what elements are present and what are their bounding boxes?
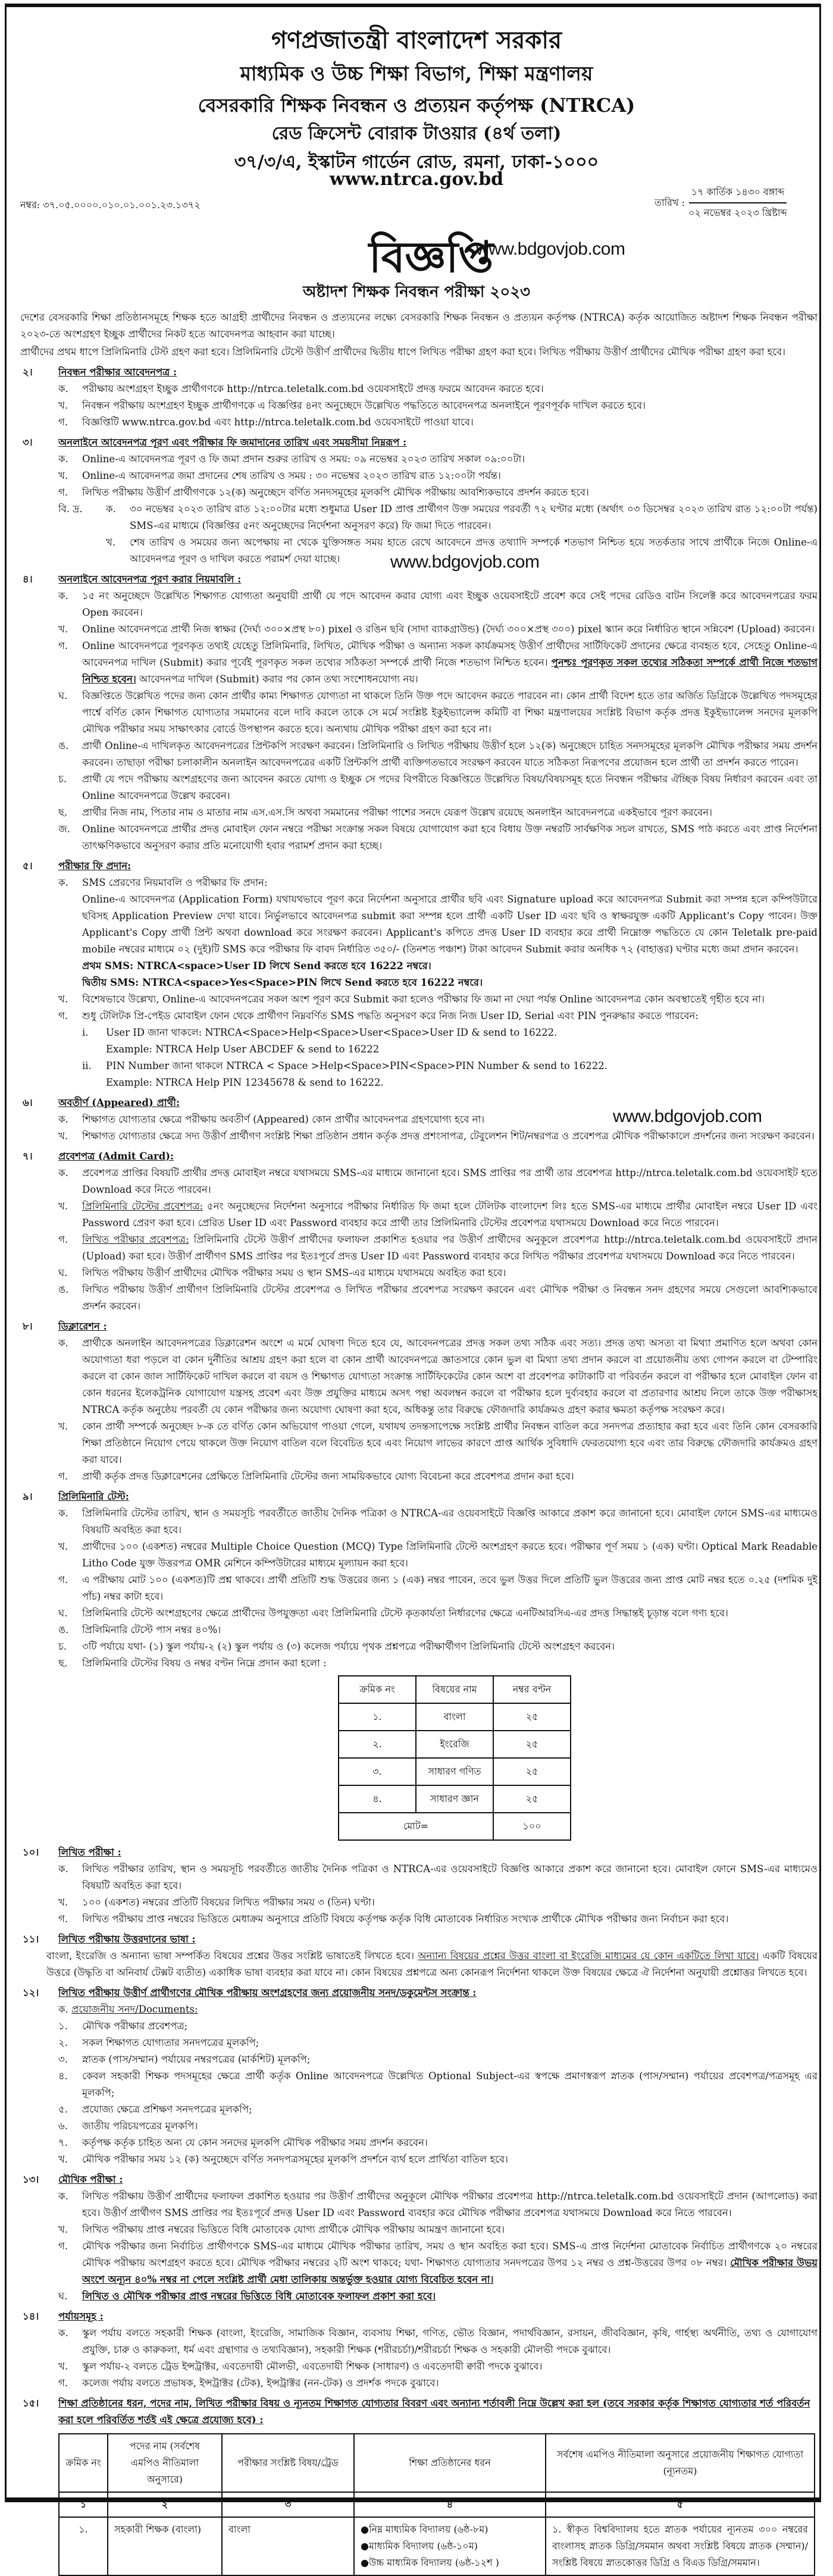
table-total-row: মোট= ১০০: [339, 1813, 571, 1840]
table-row: ১. বাংলা ২৫: [339, 1703, 571, 1731]
list-item: ছ. প্রার্থীর নিজ নাম, পিতার নাম ও মাতার নাম এস.এস.সি অথবা সমমানের পরীক্ষা পাশের সনদে যেরূপ উল্লেখ রয়েছে অনলাইন আবেদনপত্রে একইভাবে পূরণ করবেন।: [58, 807, 713, 818]
list-item: ক. পরীক্ষায় অংশগ্রহণ ইচ্ছুক প্রার্থীগণকে http://ntrca.teletalk.com.bd ওয়েবসাইটে প্রদত্ত ফরমে আবেদন করতে হবে।: [58, 383, 544, 394]
list-item: ঙ. প্রিলিমিনারি টেস্টে পাস নম্বর ৪০%।: [58, 1624, 221, 1635]
list-item: ক. লিখিত পরীক্ষার তারিখ, স্থান ও সময়সূচি পরবর্তীতে জাতীয় দৈনিক পত্রিকা ও NTRCA-এর ওয়েবসাইটে বিজ্ঞপ্তি আকারে প্রকাশ করে জানানো হবে। মোবাইল ফোনে SMS-এর মাধ্যমেও বিষয়টি অবহিত করা হবে।: [58, 1863, 818, 1891]
section-application: ২। নিবন্ধন পরীক্ষার আবেদনপত্র : ক. পরীক্ষায় অংশগ্রহণ ইচ্ছুক প্রার্থীগণকে http://ntrca.teletalk.com.bd ওয়েবসাইটে প্রদত্ত ফরমে আবেদন করতে হবে। খ. নিবন্ধন পরীক্ষায় অংশগ্রহণ ইচ্ছুক প্রার্থীগণকে এ বিজ্ঞপ্তির ৪নং অনুচ্ছেদে উল্লেখিত পদ্ধতিতে আবেদনপত্র অনলাইনে পূরণপূর্বক দাখিল করতে হবে। গ. বিজ্ঞপ্তিটি www.ntrca.gov.bd এবং http://ntrca.teletalk.com.bd ওয়েবসাইটে পাওয়া যাবে।: [20, 364, 818, 431]
section-title: মৌখিক পরীক্ষা :: [58, 2174, 123, 2185]
section-title: শিক্ষা প্রতিষ্ঠানের ধরন, পদের নাম, লিখিত পরীক্ষার বিষয় ও ন্যূনতম শিক্ষাগত যোগ্যতার বিবরণ এবং অন্যান্য শর্তাবলী নিম্নে উল্লেখ করা হল (তবে সরকার কর্তৃক শিক্ষাগত যোগ্যতার শর্ত পরিবর্তন করা হলে পরিবর্তিত শর্তই এই ক্ষেত্রে প্রযোজ্য হবে) :: [58, 2398, 810, 2425]
recovery-item: ii. PIN Number জানা থাকলে NTRCA < Space >Help<Space>PIN<Space>PIN Number & send to 16222. Example: NTRCA Help PIN 12345678 & send to 16222.: [82, 1060, 607, 1088]
list-item: ছ. প্রিলিমিনারি টেস্টের বিষয় ও নম্বর বণ্টন নিম্নে প্রদান করা হলো :: [58, 1657, 327, 1669]
section-title: পরীক্ষার ফি প্রদান:: [58, 860, 131, 872]
date-english: ০২ নভেম্বর ২০২৩ খ্রিষ্টাব্দ: [688, 207, 787, 218]
list-item: খ. শিক্ষাগত যোগ্যতার ক্ষেত্রে সদ্য উত্তীর্ণ প্রার্থীগণ সংশ্লিষ্ট শিক্ষা প্রতিষ্ঠান প্রধান কর্তৃক প্রদত্ত প্রশংসাপত্র, টেবুলেশন শিট/নম্বরপত্র ও প্রবেশপত্র মৌখিক পরীক্ষাকালে প্রদর্শনের জন্য সংরক্ষণ করবেন।: [58, 1130, 815, 1142]
list-item: খ. প্রার্থীদের ১০০ (একশত) নম্বরের Multiple Choice Question (MCQ) Type প্রিলিমিনারি টেস্টে অংশগ্রহণ করতে হবে। পরীক্ষার পূর্ণ সময় ১ (এক) ঘণ্টা। Optical Mark Readable Litho Code যুক্ত উত্তরপত্র OMR মেশিনে কম্পিউটারের মাধ্যমে মূল্যায়ন করা হবে।: [58, 1541, 818, 1569]
table-header-row: ক্রমিক নং পদের নাম (সর্বশেষ এমপিও নীতিমালা অনুসারে) পরীক্ষার সংশ্লিষ্ট বিষয়/ট্রেড শিক্ষা প্রতিষ্ঠানের ধরন সর্বশেষ এমপিও নীতিমালা অনুসারে প্রয়োজনীয় শিক্ষাগত যোগ্যতা (ন্যূনতম): [59, 2434, 815, 2492]
section-title: নিবন্ধন পরীক্ষার আবেদনপত্র :: [58, 366, 177, 378]
section-title: প্রবেশপত্র (Admit Card):: [58, 1151, 174, 1162]
list-item: খ. ১০০ (একশত) নম্বরের প্রতিটি বিষয়ের লিখিত পরীক্ষার সময় ৩ (তিন) ঘণ্টা।: [58, 1897, 375, 1908]
section-admit-card: ৭। প্রবেশপত্র (Admit Card): ক. প্রবেশপত্র প্রাপ্তির বিষয়টি প্রার্থীর প্রদত্ত মোবাইল নম্বরে যথাসময়ে SMS-এর মাধ্যমে জানানো হবে। SMS প্রাপ্তির পর প্রার্থী তার প্রবেশপত্র http://ntrca.teletalk.com.bd ওয়েবসাইট হতে Download করে নিতে পারবেন। খ. প্রিলিমিনারি টেস্টের প্রবেশপত্র: ৫নং অনুচ্ছেদের নির্দেশনা অনুসারে পরীক্ষার নির্ধারিত ফি জমা হলে টেলিটক বাংলাদেশ লিঃ হতে SMS-এর মাধ্যমে প্রার্থীর মোবাইল নম্বরে User ID এবং Password প্রেরণ করা হবে। প্রেরিত User ID এবং Password ব্যবহার করে প্রার্থী তার প্রিলিমিনারি টেস্টের প্রবেশপত্র যথাসময়ে Download করে নিতে পারবেন। গ. লিখিত পরীক্ষার প্রবেশপত্র: প্রিলিমিনারি টেস্টে উত্তীর্ণ প্রার্থীদের ফলাফল প্রকাশিত হওয়ার পর উত্তীর্ণ প্রার্থীদের অনুকূলে প্রবেশপত্র http://ntrca.teletalk.com.bd ওয়েবসাইটে প্রদান (Upload) করা হবে। উত্তীর্ণ প্রার্থীগণ SMS প্রাপ্তির পর ইতঃপূর্বে প্রদত্ত User ID এবং Password ব্যবহার করে লিখিত পরীক্ষার প্রবেশপত্র যথাসময়ে Download করে নিতে পারবেন। ঘ. লিখিত পরীক্ষায় উত্তীর্ণ প্রার্থীদের মৌখিক পরীক্ষার সময় ও স্থান SMS-এর মাধ্যমে যথাসময়ে অবহিত করা হবে। ঙ. লিখিত পরীক্ষায় উত্তীর্ণ প্রার্থীগণ প্রিলিমিনারি টেস্টের প্রবেশপত্র ও লিখিত পরীক্ষার প্রবেশপত্র সংরক্ষণ করবেন এবং মৌখিক পরীক্ষা ও নিবন্ধন সনদ গ্রহণের সময়ে সেগুলো আবশ্যিকভাবে প্রদর্শন করবেন।: [20, 1148, 818, 1315]
intro-paragraph: প্রার্থীদের প্রথম ধাপে প্রিলিমিনারি টেস্ট গ্রহণ করা হবে। প্রিলিমিনারি টেস্টে উত্তীর্ণ প্রার্থীদের দ্বিতীয় ধাপে লিখিত পরীক্ষা গ্রহণ করা হবে। লিখিত পরীক্ষায় উত্তীর্ণ প্রার্থীদের মৌখিক পরীক্ষা গ্রহণ করা হবে।: [20, 346, 785, 358]
list-item: জ. Online আবেদনপত্রে প্রার্থীর প্রদত্ত মোবাইল ফোন নম্বরে পরীক্ষা সংক্রান্ত সকল বিষয়ে যোগাযোগ করা হবে বিধায় উক্ত নম্বরটি সার্বক্ষণিক সচল রাখতে, SMS পাঠ করতে এবং প্রাপ্ত নির্দেশনা তাৎক্ষণিকভাবে অনুসরণ করার প্রতি মনোযোগী হবার পরামর্শ প্রদান করা হচ্ছে।: [58, 823, 818, 851]
table-row: ৩. সাধারণ গণিত ২৫: [339, 1758, 571, 1785]
watermark-text: www.bdgovjob.com: [390, 552, 540, 572]
section-title: লিখিত পরীক্ষায় উত্তীর্ণ প্রার্থীগণের মৌখিক পরীক্ষায় অংশগ্রহণের জন্য প্রয়োজনীয় সনদ/ডকুমেন্টস সংক্রান্ত :: [58, 1987, 477, 1998]
list-item: গ. এ পরীক্ষায় মোট ১০০ (একশত)টি প্রশ্ন থাকবে। প্রার্থী প্রতিটি শুদ্ধ উত্তরের জন্য ১ (এক) নম্বর পাবেন, তবে ভুল উত্তর দিলে প্রতিটি ভুল উত্তরের জন্য প্রাপ্ত মোট নম্বর হতে ০.২৫ (দশমিক দুই পাঁচ) নম্বর কাটা হবে।: [58, 1574, 818, 1602]
date-bangla: ১৭ কার্তিক ১৪৩০ বঙ্গাব্দ: [689, 184, 787, 203]
section-documents: ১২। লিখিত পরীক্ষায় উত্তীর্ণ প্রার্থীগণের মৌখিক পরীক্ষায় অংশগ্রহণের জন্য প্রয়োজনীয় সনদ/ডকুমেন্টস সংক্রান্ত : ক. প্রয়োজনীয় সনদ/Documents: ১. মৌখিক পরীক্ষার প্রবেশপত্র; ২. সকল শিক্ষাগত যোগ্যতার সনদপত্রের মূলকপি; ৩. স্নাতক (পাস/সম্মান) পর্যায়ের নম্বরপত্রের (মার্কশিট) মূলকপি; ৪. কেবল সহকারী শিক্ষক পদসমূহের ক্ষেত্রে প্রার্থী কর্তৃক Online আবেদনপত্রে উল্লেখিত Optional Subject-এর স্বপক্ষে প্রমাণস্বরূপ স্নাতক (পাস/সম্মান) পর্যায়ের প্রবেশপত্র/পত্রসমূহ এর মূলকপি; ৫. প্রযোজ্য ক্ষেত্রে প্রশিক্ষণ সনদপত্রের মূলকপি; ৬. জাতীয় পরিচয়পত্রের মূলকপি। ৭. কর্তৃপক্ষ কর্তৃক চাহিত অন্য যে কোন সনদের মূলকপি মৌখিক পরীক্ষার সময় প্রদর্শন করবেন। খ. মৌখিক পরীক্ষার সময় ১২ (ক) অনুচ্ছেদে বর্ণিত সনদপত্রসমূহের মূলকপি প্রদর্শনে ব্যর্থ হলে প্রার্থিতা বাতিল হবে।: [20, 1985, 818, 2168]
document-item: ৭. কর্তৃপক্ষ কর্তৃক চাহিত অন্য যে কোন সনদের মূলকপি মৌখিক পরীক্ষার সময় প্রদর্শন করবেন।: [58, 2137, 428, 2148]
list-item: খ. প্রিলিমিনারি টেস্টের প্রবেশপত্র: ৫নং অনুচ্ছেদের নির্দেশনা অনুসারে পরীক্ষার নির্ধারিত ফি জমা হলে টেলিটক বাংলাদেশ লিঃ হতে SMS-এর মাধ্যমে প্রার্থীর মোবাইল নম্বরে User ID এবং Password প্রেরণ করা হবে। প্রেরিত User ID এবং Password ব্যবহার করে প্রার্থী তার প্রিলিমিনারি টেস্টের প্রবেশপত্র যথাসময়ে Download করে নিতে পারবেন।: [58, 1201, 818, 1229]
note-item: খ. শেষ তারিখ ও সময়ের জন্য অপেক্ষায় না থেকে যুক্তিসঙ্গত সময় হাতে রেখে আবেদনে প্রদত্ত তথ্যাদি সম্পর্কে শতভাগ নিশ্চিত হয়ে সতর্কতার সাথে প্রার্থীকে নিজে Online-এ আবেদনপত্র পূরণ ও দাখিল করতে পরামর্শ দেয়া যাচ্ছে।: [106, 537, 818, 565]
document-item: ৩. স্নাতক (পাস/সম্মান) পর্যায়ের নম্বরপত্রের (মার্কশিট) মূলকপি;: [58, 2054, 311, 2065]
list-item: ক. ১৫ নং অনুচ্ছেদে উল্লেখিত শিক্ষাগত যোগ্যতা অনুযায়ী প্রার্থী যে পদে আবেদন করার যোগ্য এবং ইচ্ছুক ওয়েবসাইটে প্রবেশ করে সেই পদের রেডিও বাটন সিলেক্ট করে আবেদনপত্রের ফরম Open করবেন।: [58, 590, 818, 618]
list-item: ঘ. লিখিত ও মৌখিক পরীক্ষার প্রাপ্ত নম্বরের ভিত্তিতে বিধি মোতাবেক ফলাফল প্রকাশ করা হবে।: [58, 2290, 436, 2302]
section-qualifications: ১৫। শিক্ষা প্রতিষ্ঠানের ধরন, পদের নাম, লিখিত পরীক্ষার বিষয় ও ন্যূনতম শিক্ষাগত যোগ্যতার বিবরণ এবং অন্যান্য শর্তাবলী নিম্নে উল্লেখ করা হল (তবে সরকার কর্তৃক শিক্ষাগত যোগ্যতার শর্ত পরিবর্তন করা হলে পরিবর্তিত শর্তই এই ক্ষেত্রে প্রযোজ্য হবে) : ক্রমিক নং পদের নাম (সর্বশেষ এমপিও নীতিমালা অনুসারে) পরীক্ষার সংশ্লিষ্ট বিষয়/ট্রেড শিক্ষা প্রতিষ্ঠানের ধরন সর্বশেষ এমপিও নীতিমালা অনুসারে প্রয়োজনীয় শিক্ষাগত যোগ্যতা (ন্যূনতম) ১ ২ ৩ ৪ ৫ ১. সহকারী শিক্ষক (বাংলা) বাংলা ● নিম্ন মাধ্যমিক বিদ্যালয় (৬ষ্ঠ-৮ম) ● মাধ্যমিক বিদ্যালয় (৬ষ্ঠ-১০ম) ● উচ্চ মাধ্যমিক বিদ্যালয় (৬ষ্ঠ-১২শ ) ১. স্বীকৃত বিশ্ববিদ্যালয় হতে স্নাতক পর্যায়ের ন্যূনতম ৩০০ নম্বরের বাংলাসহ স্নাতক ডিগ্রি/সমমান অথবা সংশ্লিষ্ট বিষয়ে স্নাতক (সম্মান)/সংশ্লিষ্ট বিষয়ে স্নাতকোত্তর ডিগ্রি ও বিএড ডিগ্রি/সমমান।: [20, 2395, 818, 2576]
table-row: ১. সহকারী শিক্ষক (বাংলা) বাংলা ● নিম্ন মাধ্যমিক বিদ্যালয় (৬ষ্ঠ-৮ম) ● মাধ্যমিক বিদ্যালয় (৬ষ্ঠ-১০ম) ● উচ্চ মাধ্যমিক বিদ্যালয় (৬ষ্ঠ-১২শ ) ১. স্বীকৃত বিশ্ববিদ্যালয় হতে স্নাতক পর্যায়ের ন্যূনতম ৩০০ নম্বরের বাংলাসহ স্নাতক ডিগ্রি/সমমান অথবা সংশ্লিষ্ট বিষয়ে স্নাতক (সম্মান)/সংশ্লিষ্ট বিষয়ে স্নাতকোত্তর ডিগ্রি ও বিএড ডিগ্রি/সমমান।: [59, 2517, 815, 2575]
list-item: খ. মৌখিক পরীক্ষার সময় ১২ (ক) অনুচ্ছেদে বর্ণিত সনদপত্রসমূহের মূলকপি প্রদর্শনে ব্যর্থ হলে প্রার্থিতা বাতিল হবে।: [58, 2154, 508, 2165]
list-item: ক. Online-এ আবেদনপত্র পূরণ ও ফি জমা প্রদান শুরুর তারিখ ও সময়: ০৯ নভেম্বর ২০২৩ তারিখ সকাল ০৯:০০টা।: [58, 453, 525, 465]
table-index-row: ১ ২ ৩ ৪ ৫: [59, 2492, 815, 2517]
section-appeared: ৬। অবতীর্ণ (Appeared) প্রার্থী: ক. শিক্ষাগত যোগ্যতার ক্ষেত্রে পরীক্ষায় অবতীর্ণ (Appeared) কোন প্রার্থীর আবেদনপত্র গ্রহণযোগ্য হবে না। খ. শিক্ষাগত যোগ্যতার ক্ষেত্রে সদ্য উত্তীর্ণ প্রার্থীগণ সংশ্লিষ্ট শিক্ষা প্রতিষ্ঠান প্রধান কর্তৃক প্রদত্ত প্রশংসাপত্র, টেবুলেশন শিট/নম্বরপত্র ও প্রবেশপত্র মৌখিক পরীক্ষাকালে প্রদর্শনের জন্য সংরক্ষণ করবেন।: [20, 1095, 818, 1145]
section-title: লিখিত পরীক্ষা :: [58, 1847, 121, 1858]
section-title: প্রিলিমিনারি টেস্ট:: [58, 1491, 129, 1502]
section-title: ডিক্লারেশন :: [58, 1321, 107, 1332]
list-item: খ. বিশেষভাবে উল্লেখ্য, Online-এ আবেদনপত্রের সকল অংশ পূরণ করে Submit করা হলেও পরীক্ষার ফি জমা না দেয়া পর্যন্ত Online আবেদনপত্র কোন অবস্থাতেই গৃহীত হবে না।: [58, 994, 765, 1005]
list-item: গ. মৌখিক পরীক্ষার জন্য নির্বাচিত প্রার্থীগণকে SMS-এর মাধ্যমে মৌখিক পরীক্ষার তারিখ, সময় ও স্থান অবহিত করা হবে। SMS-এ প্রাপ্ত নির্দেশনা মোতাবেক নির্বাচিত প্রার্থীগণকে ২০ নম্বরের মৌখিক পরীক্ষায় অংশগ্রহণ করতে হবে। মৌখিক পরীক্ষার নম্বরের ২টি অংশ থাকবে; যথা- শিক্ষাগত যোগ্যতার সনদপত্রের উপর ১২ নম্বর ও প্রশ্ন-উত্তরের উপর ০৮ নম্বর। মৌখিক পরীক্ষার উভয় অংশে অন্যূন ৪০% নম্বর না পেলে সংশ্লিষ্ট প্রার্থী মেধা তালিকায় অন্তর্ভুক্ত হওয়ার যোগ্য বিবেচিত হবেন না।: [58, 2240, 818, 2285]
list-item: ক. প্রবেশপত্র প্রাপ্তির বিষয়টি প্রার্থীর প্রদত্ত মোবাইল নম্বরে যথাসময়ে SMS-এর মাধ্যমে জানানো হবে। SMS প্রাপ্তির পর প্রার্থী তার প্রবেশপত্র http://ntrca.teletalk.com.bd ওয়েবসাইট হতে Download করে নিতে পারবেন।: [58, 1167, 818, 1195]
document-item: ৫. প্রযোজ্য ক্ষেত্রে প্রশিক্ষণ সনদপত্রের মূলকপি;: [58, 2104, 252, 2115]
marks-distribution-table: [338, 1675, 571, 1841]
memo-number: নম্বর: ৩৭.০৫.০০০০.০১০.০১.০০১.২৩.১৩৭২: [20, 199, 201, 211]
govt-name: গণপ্রজাতন্ত্রী বাংলাদেশ সরকার: [271, 26, 562, 54]
table-row: ৪. সাধারণ জ্ঞান ২৫: [339, 1785, 571, 1813]
exam-title: অষ্টাদশ শিক্ষক নিবন্ধন পরীক্ষা ২০২৩: [302, 283, 531, 301]
list-item: খ. লিখিত পরীক্ষায় প্রাপ্ত নম্বরের ভিত্তিতে বিধি মোতাবেক যোগ্য প্রার্থীকে মৌখিক পরীক্ষায় আমন্ত্রণ জানানো হবে।: [58, 2224, 505, 2235]
list-item: ক. SMS প্রেরণের নিয়মাবলি ও পরীক্ষার ফি প্রদান: Online-এ আবেদনপত্র (Application Form) যথাযথভাবে পূরণ করে নির্দেশনা অনুসারে প্রার্থীর ছবি এবং Signature upload করে আবেদনপত্র Submit করা সম্পন্ন হলে কম্পিউটারে ছবিসহ Application Preview দেখা যাবে। নির্ভুলভাবে আবেদনপত্র submit করা সম্পন্ন হলে প্রার্থী একটি User ID এবং ছবি ও স্বাক্ষরযুক্ত একটি Applicant's Copy পাবেন। উক্ত Applicant's Copy প্রার্থী প্রিন্ট অথবা download করে সংরক্ষণ করবেন। Applicant's কপিতে প্রদত্ত User ID ব্যবহার করে প্রার্থী নিম্নোক্ত পদ্ধতিতে যে কোন Teletalk pre-paid mobile নম্বরের মাধ্যমে ০২ (দুই)টি SMS করে পরীক্ষার ফি বাবদ নির্ধারিত ৩৫০/- (তিনশত পঞ্চাশ) টাকা আবেদন Submit করার অনধিক ৭২ (বাহাত্তর) ঘণ্টার মধ্যে জমা প্রদান করবেন। প্রথম SMS: NTRCA<space>User ID লিখে Send করতে হবে 16222 নম্বরে। দ্বিতীয় SMS: NTRCA<space>Yes<Space>PIN লিখে Send করতে হবে 16222 নম্বরে।: [58, 875, 818, 991]
table-row: ২. ইংরেজি ২৫: [339, 1731, 571, 1758]
list-item: খ. Online আবেদনপত্রে প্রার্থী নিজ স্বাক্ষর (দৈর্ঘ্য ৩০০×প্রস্থ ৮০) pixel ও রঙিন ছবি (সাদা ব্যাকগ্রাউন্ড) (দৈর্ঘ্য ৩০০×প্রস্থ ৩০০) pixel স্ক্যান করে নির্ধারিত স্থানে সন্নিবেশ (Upload) করবেন।: [58, 623, 815, 635]
list-item: গ. লিখিত পরীক্ষায় প্রাপ্ত নম্বরের ভিত্তিতে মেধাক্রম অনুসারে প্রতিটি বিষয়ে কর্তৃপক্ষ কর্তৃক বিধি মোতাবেক নির্ধারিত সংখ্যক প্রার্থীকে মৌখিক পরীক্ষার জন্য নির্বাচন করা হবে।: [58, 1913, 729, 1925]
list-item: গ. প্রার্থী কর্তৃক প্রদত্ত ডিক্লারেশনের প্রেক্ষিতে প্রিলিমিনারি টেস্টের জন্য সাময়িকভাবে যোগ্য বিবেচনা করে প্রবেশপত্র প্রদান করা হবে।: [58, 1471, 574, 1482]
sms-instruction: দ্বিতীয় SMS: NTRCA<space>Yes<Space>PIN লিখে Send করতে হবে 16222 নম্বরে।: [82, 977, 483, 988]
list-item: খ. স্কুল পর্যায়-২ বলতে ট্রেড ইন্সট্রাক্টর, এবতেদায়ী মৌলভী, এবতেদায়ী শিক্ষক (সাধারণ) ও এবতেদায়ী ক্বারী পদকে বুঝাবে।: [58, 2361, 543, 2372]
ministry-name: মাধ্যমিক ও উচ্চ শিক্ষা বিভাগ, শিক্ষা মন্ত্রণালয়: [240, 62, 593, 85]
list-item: ক. স্কুল পর্যায় বলতে সহকারী শিক্ষক (বাংলা, ইংরেজি, সামাজিক বিজ্ঞান, ব্যবসায় শিক্ষা, গণিত, ভৌত বিজ্ঞান, পদার্থবিজ্ঞান, রসায়ন, জীববিজ্ঞান, কৃষি, গার্হস্থ্য অর্থনীতি, তথ্য ও যোগাযোগ প্রযুক্তি, চারু ও কারুকলা, ধর্ম এবং গ্রন্থাগার ও তথ্যবিজ্ঞান), সহকারী শিক্ষক (শরীরচর্চা)/শরীরচর্চা শিক্ষক ও সহকারী মৌলভী পদকে বুঝাবে।: [58, 2327, 818, 2355]
section-title: পর্যায়সমূহ :: [58, 2311, 104, 2322]
list-item: খ. কোন প্রার্থী সম্পর্কে অনুচ্ছেদ ৮-ক তে বর্ণিত কোন অভিযোগ পাওয়া গেলে, যথাযথ তদন্তসাপেক্ষে সংশ্লিষ্ট প্রার্থীর নিবন্ধন বাতিল করে সনদপত্র প্রত্যাহার করা হবে এবং তিনি কোন বেসরকারি শিক্ষা প্রতিষ্ঠানে নিয়োগ পেয়ে থাকলে উক্ত নিয়োগ বাতিল বলে বিবেচিত হবে এবং নিয়োগ লাভের কারণে প্রাপ্ত আর্থিক সুবিধাদি ফেরতযোগ্য হবে এবং তার বিরুদ্ধে ফৌজদারি কার্যক্রমও গ্রহণ করা যাবে।: [58, 1421, 818, 1465]
section-levels: ১৪। পর্যায়সমূহ : ক. স্কুল পর্যায় বলতে সহকারী শিক্ষক (বাংলা, ইংরেজি, সামাজিক বিজ্ঞান, ব্যবসায় শিক্ষা, গণিত, ভৌত বিজ্ঞান, পদার্থবিজ্ঞান, রসায়ন, জীববিজ্ঞান, কৃষি, গার্হস্থ্য অর্থনীতি, তথ্য ও যোগাযোগ প্রযুক্তি, চারু ও কারুকলা, ধর্ম এবং গ্রন্থাগার ও তথ্যবিজ্ঞান), সহকারী শিক্ষক (শরীরচর্চা)/শরীরচর্চা শিক্ষক ও সহকারী মৌলভী পদকে বুঝাবে। খ. স্কুল পর্যায়-২ বলতে ট্রেড ইন্সট্রাক্টর, এবতেদায়ী মৌলভী, এবতেদায়ী শিক্ষক (সাধারণ) ও এবতেদায়ী ক্বারী পদকে বুঝাবে। গ. কলেজ পর্যায় বলতে প্রভাষক, ইন্সট্রাক্টর (টেক), ইন্সট্রাক্টর (নন-টেক) ও প্রদর্শক পদকে বুঝাবে।: [20, 2308, 818, 2392]
list-item: গ. লিখিত পরীক্ষায় উত্তীর্ণ প্রার্থীগণকে ১২(ক) অনুচ্ছেদে বর্ণিত সনদসমূহের মূলকপি মৌখিক পরীক্ষায় আবশ্যিকভাবে প্রদর্শন করতে হবে।: [58, 487, 589, 498]
list-item: গ. কলেজ পর্যায় বলতে প্রভাষক, ইন্সট্রাক্টর (টেক), ইন্সট্রাক্টর (নন-টেক) ও প্রদর্শক পদকে বুঝাবে।: [58, 2377, 439, 2389]
list-item: ক. শিক্ষাগত যোগ্যতার ক্ষেত্রে পরীক্ষায় অবতীর্ণ (Appeared) কোন প্রার্থীর আবেদনপত্র গ্রহণযোগ্য হবে না।: [58, 1114, 485, 1125]
watermark-text: www.bdgovjob.com: [476, 239, 625, 259]
list-item: ক. প্রিলিমিনারি টেস্টের তারিখ, স্থান ও সময়সূচি পরবর্তীতে জাতীয় দৈনিক পত্রিকা ও NTRCA-এর ওয়েবসাইটে বিজ্ঞপ্তি আকারে প্রকাশ করে জানানো হবে। মোবাইল ফোনে SMS-এর মাধ্যমেও বিষয়টি অবহিত করা হবে।: [58, 1508, 818, 1535]
list-item: চ. ৩টি পর্যায়ে যথা- (১) স্কুল পর্যায়-২ (২) স্কুল পর্যায় ও (৩) কলেজ পর্যায়ে পৃথক প্রশ্নপত্রে পরীক্ষার্থীগণ প্রিলিমিনারি টেস্টে অংশগ্রহণ করবেন।: [58, 1641, 615, 1652]
list-item: গ. Online আবেদনপত্রে পূরণকৃত তথ্যই যেহেতু প্রিলিমিনারি, লিখিত, মৌখিক পরীক্ষা ও অন্যান্য সকল কার্যক্রমসহ উত্তীর্ণ প্রার্থীদের সার্টিফিকেট প্রদানের ক্ষেত্রে ব্যবহৃত হবে, সেহেতু Online-এ আবেদনপত্র দাখিল (Submit) করার পূর্বেই পূরণকৃত সকল তথ্যের সঠিকতা সম্পর্কে প্রার্থী নিজে শতভাগ নিশ্চিত হবেন। পুনশ্চঃ পূরণকৃত সকল তথ্যের সঠিকতা সম্পর্কে প্রার্থী নিজে শতভাগ নিশ্চিত হবেন। আবেদনপত্র দাখিল (Submit) করার পর কোন তথ্য সংশোধনযোগ্য নয়।: [58, 640, 818, 685]
list-item: গ. বিজ্ঞপ্তিটি www.ntrca.gov.bd এবং http://ntrca.teletalk.com.bd ওয়েবসাইটে পাওয়া যাবে।: [58, 416, 474, 428]
section-answer-language: ১১। লিখিত পরীক্ষায় উত্তরদানের ভাষা : বাংলা, ইংরেজি ও অন্যান্য ভাষা সম্পর্কিত বিষয়ের প্রশ্নের উত্তর সংশ্লিষ্ট ভাষাতেই লিখতে হবে। অন্যান্য বিষয়ের প্রশ্নের উত্তর বাংলা বা ইংরেজি মাধ্যমের যে কোন একটিতে লিখা যাবে। একটি বিষয়ের উত্তরে (উদ্ধৃতি বা অনিবার্য টেক্সট ব্যতীত) একাধিক ভাষা ব্যবহার করা যাবে না। কোন বিষয়ের প্রশ্নপত্রে অন্য কোনরূপ নির্দেশনা থাকলে উক্ত বিষয়ের ক্ষেত্রে ঐ নির্দেশনা অনুযায়ী প্রশ্নোত্তর লিখতে হবে।: [20, 1931, 818, 1981]
section-preliminary: ৯। প্রিলিমিনারি টেস্ট: ক. প্রিলিমিনারি টেস্টের তারিখ, স্থান ও সময়সূচি পরবর্তীতে জাতীয় দৈনিক পত্রিকা ও NTRCA-এর ওয়েবসাইটে বিজ্ঞপ্তি আকারে প্রকাশ করে জানানো হবে। মোবাইল ফোনে SMS-এর মাধ্যমেও বিষয়টি অবহিত করা হবে। খ. প্রার্থীদের ১০০ (একশত) নম্বরের Multiple Choice Question (MCQ) Type প্রিলিমিনারি টেস্টে অংশগ্রহণ করতে হবে। পরীক্ষার পূর্ণ সময় ১ (এক) ঘণ্টা। Optical Mark Readable Litho Code যুক্ত উত্তরপত্র OMR মেশিনে কম্পিউটারের মাধ্যমে মূল্যায়ন করা হবে। গ. এ পরীক্ষায় মোট ১০০ (একশত)টি প্রশ্ন থাকবে। প্রার্থী প্রতিটি শুদ্ধ উত্তরের জন্য ১ (এক) নম্বর পাবেন, তবে ভুল উত্তর দিলে প্রতিটি ভুল উত্তরের জন্য প্রাপ্ত মোট নম্বর হতে ০.২৫ (দশমিক দুই পাঁচ) নম্বর কাটা হবে। ঘ. প্রিলিমিনারি টেস্টে অংশগ্রহণের ক্ষেত্রে প্রার্থীদের উপযুক্ততা এবং প্রিলিমিনারি টেস্টে কৃতকার্যতা নির্ধারণের ক্ষেত্রে এনটিআরসিএ-এর প্রদত্ত সিদ্ধান্তই চূড়ান্ত বলে গণ্য হবে। ঙ. প্রিলিমিনারি টেস্টে পাস নম্বর ৪০%। চ. ৩টি পর্যায়ে যথা- (১) স্কুল পর্যায়-২ (২) স্কুল পর্যায় ও (৩) কলেজ পর্যায়ে পৃথক প্রশ্নপত্রে পরীক্ষার্থীগণ প্রিলিমিনারি টেস্টে অংশগ্রহণ করবেন। ছ. প্রিলিমিনারি টেস্টের বিষয় ও নম্বর বণ্টন নিম্নে প্রদান করা হলো : ক্রমিক নং বিষয়ের নাম নম্বর বণ্টন ১. বাংলা ২৫ ২. ইংরেজি ২৫ ৩. সাধারণ গণিত ২৫ ৪. সাধারণ জ্ঞান ২৫ মোট= ১০০: [20, 1488, 818, 1841]
section-rules: ৪। অনলাইনে আবেদনপত্র পূরণ করার নিয়মাবলি : ক. ১৫ নং অনুচ্ছেদে উল্লেখিত শিক্ষাগত যোগ্যতা অনুযায়ী প্রার্থী যে পদে আবেদন করার যোগ্য এবং ইচ্ছুক ওয়েবসাইটে প্রবেশ করে সেই পদের রেডিও বাটন সিলেক্ট করে আবেদনপত্রের ফরম Open করবেন। খ. Online আবেদনপত্রে প্রার্থী নিজ স্বাক্ষর (দৈর্ঘ্য ৩০০×প্রস্থ ৮০) pixel ও রঙিন ছবি (সাদা ব্যাকগ্রাউন্ড) (দৈর্ঘ্য ৩০০×প্রস্থ ৩০০) pixel স্ক্যান করে নির্ধারিত স্থানে সন্নিবেশ (Upload) করবেন। গ. Online আবেদনপত্রে পূরণকৃত তথ্যই যেহেতু প্রিলিমিনারি, লিখিত, মৌখিক পরীক্ষা ও অন্যান্য সকল কার্যক্রমসহ উত্তীর্ণ প্রার্থীদের সার্টিফিকেট প্রদানের ক্ষেত্রে ব্যবহৃত হবে, সেহেতু Online-এ আবেদনপত্র দাখিল (Submit) করার পূর্বেই পূরণকৃত সকল তথ্যের সঠিকতা সম্পর্কে প্রার্থী নিজে শতভাগ নিশ্চিত হবেন। পুনশ্চঃ পূরণকৃত সকল তথ্যের সঠিকতা সম্পর্কে প্রার্থী নিজে শতভাগ নিশ্চিত হবেন। আবেদনপত্র দাখিল (Submit) করার পর কোন তথ্য সংশোধনযোগ্য নয়। ঘ. বিজ্ঞপ্তিতে উল্লেখিত পদের জন্য কোন প্রার্থীর কাম্য শিক্ষাগত যোগ্যতা না থাকলে তিনি উক্ত পদে আবেদন করতে পারবেন না। কোন প্রার্থী বিদেশ হতে তার অর্জিত ডিগ্রিকে উল্লেখিত পদসমূহের পার্শ্বে বর্ণিত কোন শিক্ষাগত যোগ্যতার সমমানের বলে দাবি করলে তাকে সে মর্মে সংশ্লিষ্ট ইকুইভ্যালেন্স কমিটি বা শিক্ষা মন্ত্রণালয়ের সংশ্লিষ্ট বিভাগ কর্তৃক প্রদত্ত ইকুইভ্যালেন্স সনদের মূলকপি মৌখিক পরীক্ষার সময় সাক্ষাৎকার বোর্ডে উপস্থাপন করতে হবে। অন্যথায় মৌখিক পরীক্ষা গ্রহণ করা হবে না। ঙ. প্রার্থী Online-এ দাখিলকৃত আবেদনপত্রের প্রিন্টকপি সংরক্ষণ করবেন। প্রিলিমিনারি ও লিখিত পরীক্ষায় উত্তীর্ণ হলে ১২(ক) অনুচ্ছেদে চাহিত সনদসমূহের মূলকপি মৌখিক পরীক্ষার সময় প্রদর্শন করবেন। তাছাড়া পরীক্ষা চলাকালীন অনলাইন আবেদনপত্রের একটি প্রিন্টকপি প্রার্থী ব্যক্তিগতভাবে সংরক্ষণ করবেন যাতে সঠিকতা নিরূপণের প্রয়োজন হলে প্রার্থী তা প্রদর্শন করতে পারেন। চ. প্রার্থী যে পদে পরীক্ষায় অংশগ্রহণের জন্য আবেদন করতে যোগ্য ও ইচ্ছুক সে পদের বিপরীতে বিজ্ঞপ্তিতে উল্লেখিত বিষয়/বিষয়সমূহ হতে নিবন্ধন পরীক্ষার ঐচ্ছিক বিষয় নির্ধারণ করবেন এবং তা Online আবেদনপত্রে উল্লেখ করবেন। ছ. প্রার্থীর নিজ নাম, পিতার নাম ও মাতার নাম এস.এস.সি অথবা সমমানের পরীক্ষা পাশের সনদে যেরূপ উল্লেখ রয়েছে অনলাইন আবেদনপত্রে একইভাবে পূরণ করবেন। জ. Online আবেদনপত্রে প্রার্থীর প্রদত্ত মোবাইল ফোন নম্বরে পরীক্ষা সংক্রান্ত সকল বিষয়ে যোগাযোগ করা হবে বিধায় উক্ত নম্বরটি সার্বক্ষণিক সচল রাখতে, SMS পাঠ করতে এবং প্রাপ্ত নির্দেশনা তাৎক্ষণিকভাবে অনুসরণ করার প্রতি মনোযোগী হবার পরামর্শ প্রদান করা হচ্ছে।: [20, 571, 818, 854]
list-item: গ. শুধু টেলিটক প্রি-পেইড মোবাইল ফোন থেকে প্রার্থীগণ নিম্নবর্ণিত SMS পদ্ধতি অনুসরণ করে নিজ নিজ User ID, Serial এবং PIN পুনরুদ্ধার করতে পারবেন:: [58, 1010, 699, 1021]
document-item: ১. মৌখিক পরীক্ষার প্রবেশপত্র;: [58, 2020, 188, 2032]
section-fee: ৫। পরীক্ষার ফি প্রদান: ক. SMS প্রেরণের নিয়মাবলি ও পরীক্ষার ফি প্রদান: Online-এ আবেদনপত্র (Application Form) যথাযথভাবে পূরণ করে নির্দেশনা অনুসারে প্রার্থীর ছবি এবং Signature upload করে আবেদনপত্র Submit করা সম্পন্ন হলে কম্পিউটারে ছবিসহ Application Preview দেখা যাবে। নির্ভুলভাবে আবেদনপত্র submit করা সম্পন্ন হলে প্রার্থী একটি User ID এবং ছবি ও স্বাক্ষরযুক্ত একটি Applicant's Copy পাবেন। উক্ত Applicant's Copy প্রার্থী প্রিন্ট অথবা download করে সংরক্ষণ করবেন। Applicant's কপিতে প্রদত্ত User ID ব্যবহার করে প্রার্থী নিম্নোক্ত পদ্ধতিতে যে কোন Teletalk pre-paid mobile নম্বরের মাধ্যমে ০২ (দুই)টি SMS করে পরীক্ষার ফি বাবদ নির্ধারিত ৩৫০/- (তিনশত পঞ্চাশ) টাকা আবেদন Submit করার অনধিক ৭২ (বাহাত্তর) ঘণ্টার মধ্যে জমা প্রদান করবেন। প্রথম SMS: NTRCA<space>User ID লিখে Send করতে হবে 16222 নম্বরে। দ্বিতীয় SMS: NTRCA<space>Yes<Space>PIN লিখে Send করতে হবে 16222 নম্বরে। খ. বিশেষভাবে উল্লেখ্য, Online-এ আবেদনপত্রের সকল অংশ পূরণ করে Submit করা হলেও পরীক্ষার ফি জমা না দেয়া পর্যন্ত Online আবেদনপত্র কোন অবস্থাতেই গৃহীত হবে না। গ. শুধু টেলিটক প্রি-পেইড মোবাইল ফোন থেকে প্রার্থীগণ নিম্নবর্ণিত SMS পদ্ধতি অনুসরণ করে নিজ নিজ User ID, Serial এবং PIN পুনরুদ্ধার করতে পারবেন: i. User ID জানা থাকলে: NTRCA<Space>Help<Space>User<Space>User ID & send to 16222. Example: NTRCA Help User ABCDEF & send to 16222 ii. PIN Number জানা থাকলে NTRCA < Space >Help<Space>PIN<Space>PIN Number & send to 16222. Example: NTRCA Help PIN 12345678 & send to 16222.: [20, 858, 818, 1091]
document-item: ২. সকল শিক্ষাগত যোগ্যতার সনদপত্রের মূলকপি;: [58, 2037, 259, 2048]
qualification-table: [58, 2433, 815, 2576]
watermark-text: www.bdgovjob.com: [613, 1107, 762, 1126]
list-item: ক. প্রার্থীকে অনলাইন আবেদনপত্রের ডিক্লারেশন অংশে এ মর্মে ঘোষণা দিতে হবে যে, আবেদনপত্রের প্রদত্ত সকল তথ্য সঠিক এবং সত্য। প্রদত্ত তথ্য অসত্য বা মিথ্যা প্রমাণিত হলে অথবা কোন অযোগ্যতা ধরা পড়লে বা কোন দুর্নীতির আশ্রয় গ্রহণ করা হলে বা কোন প্রার্থী আবেদনপত্রে জ্ঞাতসারে কোন ভুল বা মিথ্যা তথ্য প্রদান করলে বা প্রয়োজনীয় তথ্য গোপন করলে বা টেম্পারিং করলে বা কোন জাল সার্টিফিকেট দাখিল করলে বা বয়স ও শিক্ষাগত যোগ্যতা সংক্রান্ত সার্টিফিকেটের কোন অংশ বা প্রবেশপত্র কাটাকাটি বা পরিবর্তন করলে বা পরীক্ষার হলে মোবাইল ফোন বা কোন ধরনের ইলেকট্রনিক যোগাযোগ যন্ত্রসহ প্রবেশ এবং উক্ত প্রযুক্তির মাধ্যমে অসৎ পন্থা অবলম্বন করলে বা পরীক্ষার হলে দুর্ব্যবহার করলে বা প্রতারণার আশ্রয় নিলে তাকে উক্ত পরীক্ষাসহ NTRCA কর্তৃক অনুষ্ঠেয় পরবর্তী যে কোন পরীক্ষার জন্য অযোগ্য ঘোষণা করা হবে, অধিকন্তু তার বিরুদ্ধে ফৌজদারি কার্যক্রমও গ্রহণ করার ক্ষমতা কর্তৃপক্ষ সংরক্ষণ করে।: [58, 1337, 818, 1415]
section-viva: ১৩। মৌখিক পরীক্ষা : ক. লিখিত পরীক্ষায় উত্তীর্ণ প্রার্থীদের ফলাফল প্রকাশিত হওয়ার পর উত্তীর্ণ প্রার্থীদের অনুকূলে মৌখিক পরীক্ষার প্রবেশপত্র http://ntrca.teletalk.com.bd ওয়েবসাইটে প্রদান (আপলোড) করা হবে। উত্তীর্ণ প্রার্থীগণ SMS প্রাপ্তির পর ইতঃপূর্বে প্রদত্ত User ID এবং Password ব্যবহার করে মৌখিক পরীক্ষার প্রবেশপত্র যথাসময়ে Download করে নিতে পারবেন। খ. লিখিত পরীক্ষায় প্রাপ্ত নম্বরের ভিত্তিতে বিধি মোতাবেক যোগ্য প্রার্থীকে মৌখিক পরীক্ষায় আমন্ত্রণ জানানো হবে। গ. মৌখিক পরীক্ষার জন্য নির্বাচিত প্রার্থীগণকে SMS-এর মাধ্যমে মৌখিক পরীক্ষার তারিখ, সময় ও স্থান অবহিত করা হবে। SMS-এ প্রাপ্ত নির্দেশনা মোতাবেক নির্বাচিত প্রার্থীগণকে ২০ নম্বরের মৌখিক পরীক্ষায় অংশগ্রহণ করতে হবে। মৌখিক পরীক্ষার নম্বরের ২টি অংশ থাকবে; যথা- শিক্ষাগত যোগ্যতার সনদপত্রের উপর ১২ নম্বর ও প্রশ্ন-উত্তরের উপর ০৮ নম্বর। মৌখিক পরীক্ষার উভয় অংশে অন্যূন ৪০% নম্বর না পেলে সংশ্লিষ্ট প্রার্থী মেধা তালিকায় অন্তর্ভুক্ত হওয়ার যোগ্য বিবেচিত হবেন না। ঘ. লিখিত ও মৌখিক পরীক্ষার প্রাপ্ত নম্বরের ভিত্তিতে বিধি মোতাবেক ফলাফল প্রকাশ করা হবে।: [20, 2171, 818, 2305]
note-item: বি. দ্র. ক. ৩০ নভেম্বর ২০২৩ তারিখ রাত ১২:০০টার মধ্যে শুধুমাত্র User ID প্রাপ্ত প্রার্থীগণ উক্ত সময়ের পরবর্তী ৭২ ঘণ্টার মধ্যে (অর্থাৎ ০৩ ডিসেম্বর ২০২৩ তারিখ রাত ১২:০০টা পর্যন্ত) SMS-এর মাধ্যমে (বিজ্ঞপ্তির ৫নং অনুচ্ছেদের নির্দেশনা অনুসরণ করে) ফি জমা দিতে পারবেন।: [58, 503, 818, 531]
section-title: অনলাইনে আবেদনপত্র পূরণ এবং পরীক্ষার ফি জমাদানের তারিখ এবং সময়সীমা নিম্নরূপ :: [58, 437, 407, 448]
list-item: চ. প্রার্থী যে পদে পরীক্ষায় অংশগ্রহণের জন্য আবেদন করতে যোগ্য ও ইচ্ছুক সে পদের বিপরীতে বিজ্ঞপ্তিতে উল্লেখিত বিষয়/বিষয়সমূহ হতে নিবন্ধন পরীক্ষার ঐচ্ছিক বিষয় নির্ধারণ করবেন এবং তা Online আবেদনপত্রে উল্লেখ করবেন।: [58, 773, 818, 801]
address-building: রেড ক্রিসেন্ট বোরাক টাওয়ার (৪র্থ তলা): [271, 123, 562, 144]
list-item: ঘ. লিখিত পরীক্ষায় উত্তীর্ণ প্রার্থীদের মৌখিক পরীক্ষার সময় ও স্থান SMS-এর মাধ্যমে যথাসময়ে অবহিত করা হবে।: [58, 1267, 506, 1278]
authority-name: বেসরকারি শিক্ষক নিবন্ধন ও প্রত্যয়ন কর্তৃপক্ষ (NTRCA): [198, 94, 635, 117]
section-title: অনলাইনে আবেদনপত্র পূরণ করার নিয়মাবলি :: [58, 574, 242, 585]
section-title: অবতীর্ণ (Appeared) প্রার্থী:: [58, 1097, 180, 1108]
list-item: ঙ. প্রার্থী Online-এ দাখিলকৃত আবেদনপত্রের প্রিন্টকপি সংরক্ষণ করবেন। প্রিলিমিনারি ও লিখিত পরীক্ষায় উত্তীর্ণ হলে ১২(ক) অনুচ্ছেদে চাহিত সনদসমূহের মূলকপি মৌখিক পরীক্ষার সময় প্রদর্শন করবেন। তাছাড়া পরীক্ষা চলাকালীন অনলাইন আবেদনপত্রের একটি প্রিন্টকপি প্রার্থী ব্যক্তিগতভাবে সংরক্ষণ করবেন যাতে সঠিকতা নিরূপণের প্রয়োজন হলে প্রার্থী তা প্রদর্শন করতে পারেন।: [58, 740, 818, 768]
list-item: ঘ. প্রিলিমিনারি টেস্টে অংশগ্রহণের ক্ষেত্রে প্রার্থীদের উপযুক্ততা এবং প্রিলিমিনারি টেস্টে কৃতকার্যতা নির্ধারণের ক্ষেত্রে এনটিআরসিএ-এর প্রদত্ত সিদ্ধান্তই চূড়ান্ত বলে গণ্য হবে।: [58, 1607, 728, 1619]
sms-instruction: প্রথম SMS: NTRCA<space>User ID লিখে Send করতে হবে 16222 নম্বরে।: [82, 960, 431, 972]
list-item: ক. লিখিত পরীক্ষায় উত্তীর্ণ প্রার্থীদের ফলাফল প্রকাশিত হওয়ার পর উত্তীর্ণ প্রার্থীদের অনুকূলে মৌখিক পরীক্ষার প্রবেশপত্র http://ntrca.teletalk.com.bd ওয়েবসাইটে প্রদান (আপলোড) করা হবে। উত্তীর্ণ প্রার্থীগণ SMS প্রাপ্তির পর ইতঃপূর্বে প্রদত্ত User ID এবং Password ব্যবহার করে মৌখিক পরীক্ষার প্রবেশপত্র যথাসময়ে Download করে নিতে পারবেন।: [58, 2190, 818, 2218]
authority-website: www.ntrca.gov.bd: [329, 169, 504, 190]
document-item: ৪. কেবল সহকারী শিক্ষক পদসমূহের ক্ষেত্রে প্রার্থী কর্তৃক Online আবেদনপত্রে উল্লেখিত Optional Subject-এর স্বপক্ষে প্রমাণস্বরূপ স্নাতক (পাস/সম্মান) পর্যায়ের প্রবেশপত্র/পত্রসমূহ এর মূলকপি;: [58, 2070, 818, 2098]
section-title: লিখিত পরীক্ষায় উত্তরদানের ভাষা :: [58, 1933, 196, 1945]
address-street: ৩৭/৩/এ, ইস্কাটন গার্ডেন রোড, রমনা, ঢাকা-১০০০: [234, 152, 599, 173]
memo-date: [654, 184, 787, 221]
notice-title: বিজ্ঞপ্তি: [369, 231, 494, 282]
list-item: ঘ. বিজ্ঞপ্তিতে উল্লেখিত পদের জন্য কোন প্রার্থীর কাম্য শিক্ষাগত যোগ্যতা না থাকলে তিনি উক্ত পদে আবেদন করতে পারবেন না। কোন প্রার্থী বিদেশ হতে তার অর্জিত ডিগ্রিকে উল্লেখিত পদসমূহের পার্শ্বে বর্ণিত কোন শিক্ষাগত যোগ্যতার সমমানের বলে দাবি করলে তাকে সে মর্মে সংশ্লিষ্ট ইকুইভ্যালেন্স কমিটি বা শিক্ষা মন্ত্রণালয়ের সংশ্লিষ্ট বিভাগ কর্তৃক প্রদত্ত ইকুইভ্যালেন্স সনদের মূলকপি মৌখিক পরীক্ষার সময় সাক্ষাৎকার বোর্ডে উপস্থাপন করতে হবে। অন্যথায় মৌখিক পরীক্ষা গ্রহণ করা হবে না।: [58, 690, 818, 735]
section-declaration: ৮। ডিক্লারেশন : ক. প্রার্থীকে অনলাইন আবেদনপত্রের ডিক্লারেশন অংশে এ মর্মে ঘোষণা দিতে হবে যে, আবেদনপত্রের প্রদত্ত সকল তথ্য সঠিক এবং সত্য। প্রদত্ত তথ্য অসত্য বা মিথ্যা প্রমাণিত হলে অথবা কোন অযোগ্যতা ধরা পড়লে বা কোন দুর্নীতির আশ্রয় গ্রহণ করা হলে বা কোন প্রার্থী আবেদনপত্রে জ্ঞাতসারে কোন ভুল বা মিথ্যা তথ্য প্রদান করলে বা প্রয়োজনীয় তথ্য গোপন করলে বা টেম্পারিং করলে বা কোন জাল সার্টিফিকেট দাখিল করলে বা বয়স ও শিক্ষাগত যোগ্যতা সংক্রান্ত সার্টিফিকেটের কোন অংশ বা প্রবেশপত্র কাটাকাটি বা পরিবর্তন করলে বা পরীক্ষার হলে মোবাইল ফোন বা কোন ধরনের ইলেকট্রনিক যোগাযোগ যন্ত্রসহ প্রবেশ এবং উক্ত প্রযুক্তির মাধ্যমে অসৎ পন্থা অবলম্বন করলে বা পরীক্ষার হলে দুর্ব্যবহার করলে বা প্রতারণার আশ্রয় নিলে তাকে উক্ত পরীক্ষাসহ NTRCA কর্তৃক অনুষ্ঠেয় পরবর্তী যে কোন পরীক্ষার জন্য অযোগ্য ঘোষণা করা হবে, অধিকন্তু তার বিরুদ্ধে ফৌজদারি কার্যক্রমও গ্রহণ করার ক্ষমতা কর্তৃপক্ষ সংরক্ষণ করে। খ. কোন প্রার্থী সম্পর্কে অনুচ্ছেদ ৮-ক তে বর্ণিত কোন অভিযোগ পাওয়া গেলে, যথাযথ তদন্তসাপেক্ষে সংশ্লিষ্ট প্রার্থীর নিবন্ধন বাতিল করে সনদপত্র প্রত্যাহার করা হবে এবং তিনি কোন বেসরকারি শিক্ষা প্রতিষ্ঠানে নিয়োগ পেয়ে থাকলে উক্ত নিয়োগ বাতিল বলে বিবেচিত হবে এবং নিয়োগ লাভের কারণে প্রাপ্ত আর্থিক সুবিধাদি ফেরতযোগ্য হবে এবং তার বিরুদ্ধে ফৌজদারি কার্যক্রমও গ্রহণ করা যাবে। গ. প্রার্থী কর্তৃক প্রদত্ত ডিক্লারেশনের প্রেক্ষিতে প্রিলিমিনারি টেস্টের জন্য সাময়িকভাবে যোগ্য বিবেচনা করে প্রবেশপত্র প্রদান করা হবে।: [20, 1318, 818, 1485]
recovery-item: i. User ID জানা থাকলে: NTRCA<Space>Help<Space>User<Space>User ID & send to 16222. Example: NTRCA Help User ABCDEF & send to 16222: [82, 1027, 558, 1055]
list-item: ঙ. লিখিত পরীক্ষায় উত্তীর্ণ প্রার্থীগণ প্রিলিমিনারি টেস্টের প্রবেশপত্র ও লিখিত পরীক্ষার প্রবেশপত্র সংরক্ষণ করবেন এবং মৌখিক পরীক্ষা ও নিবন্ধন সনদ গ্রহণের সময়ে সেগুলো আবশ্যিকভাবে প্রদর্শন করবেন।: [58, 1284, 818, 1312]
section-written-exam: ১০। লিখিত পরীক্ষা : ক. লিখিত পরীক্ষার তারিখ, স্থান ও সময়সূচি পরবর্তীতে জাতীয় দৈনিক পত্রিকা ও NTRCA-এর ওয়েবসাইটে বিজ্ঞপ্তি আকারে প্রকাশ করে জানানো হবে। মোবাইল ফোনে SMS-এর মাধ্যমেও বিষয়টি অবহিত করা হবে। খ. ১০০ (একশত) নম্বরের প্রতিটি বিষয়ের লিখিত পরীক্ষার সময় ৩ (তিন) ঘণ্টা। গ. লিখিত পরীক্ষায় প্রাপ্ত নম্বরের ভিত্তিতে মেধাক্রম অনুসারে প্রতিটি বিষয়ে কর্তৃপক্ষ কর্তৃক বিধি মোতাবেক নির্ধারিত সংখ্যক প্রার্থীকে মৌখিক পরীক্ষার জন্য নির্বাচন করা হবে।: [20, 1844, 818, 1928]
section-dates: ৩। অনলাইনে আবেদনপত্র পূরণ এবং পরীক্ষার ফি জমাদানের তারিখ এবং সময়সীমা নিম্নরূপ : ক. Online-এ আবেদনপত্র পূরণ ও ফি জমা প্রদান শুরুর তারিখ ও সময়: ০৯ নভেম্বর ২০২৩ তারিখ সকাল ০৯:০০টা। খ. Online-এ আবেদনপত্র জমা প্রদানের শেষ তারিখ ও সময় : ৩০ নভেম্বর ২০২৩ তারিখ রাত ১২:০০টা পর্যন্ত। গ. লিখিত পরীক্ষায় উত্তীর্ণ প্রার্থীগণকে ১২(ক) অনুচ্ছেদে বর্ণিত সনদসমূহের মূলকপি মৌখিক পরীক্ষায় আবশ্যিকভাবে প্রদর্শন করতে হবে। বি. দ্র. ক. ৩০ নভেম্বর ২০২৩ তারিখ রাত ১২:০০টার মধ্যে শুধুমাত্র User ID প্রাপ্ত প্রার্থীগণ উক্ত সময়ের পরবর্তী ৭২ ঘণ্টার মধ্যে (অর্থাৎ ০৩ ডিসেম্বর ২০২৩ তারিখ রাত ১২:০০টা পর্যন্ত) SMS-এর মাধ্যমে (বিজ্ঞপ্তির ৫নং অনুচ্ছেদের নির্দেশনা অনুসরণ করে) ফি জমা দিতে পারবেন। খ. শেষ তারিখ ও সময়ের জন্য অপেক্ষায় না থেকে যুক্তিসঙ্গত সময় হাতে রেখে আবেদনে প্রদত্ত তথ্যাদি সম্পর্কে শতভাগ নিশ্চিত হয়ে সতর্কতার সাথে প্রার্থীকে নিজে Online-এ আবেদনপত্র পূরণ ও দাখিল করতে পরামর্শ দেয়া যাচ্ছে।: [20, 434, 818, 568]
table-header-row: ক্রমিক নং বিষয়ের নাম নম্বর বণ্টন: [339, 1676, 571, 1703]
list-item: খ. Online-এ আবেদনপত্র জমা প্রদানের শেষ তারিখ ও সময় : ৩০ নভেম্বর ২০২৩ তারিখ রাত ১২:০০টা পর্যন্ত।: [58, 470, 501, 481]
list-item: গ. লিখিত পরীক্ষার প্রবেশপত্র: প্রিলিমিনারি টেস্টে উত্তীর্ণ প্রার্থীদের ফলাফল প্রকাশিত হওয়ার পর উত্তীর্ণ প্রার্থীদের অনুকূলে প্রবেশপত্র http://ntrca.teletalk.com.bd ওয়েবসাইটে প্রদান (Upload) করা হবে। উত্তীর্ণ প্রার্থীগণ SMS প্রাপ্তির পর ইতঃপূর্বে প্রদত্ত User ID এবং Password ব্যবহার করে লিখিত পরীক্ষার প্রবেশপত্র যথাসময়ে Download করে নিতে পারবেন।: [58, 1234, 818, 1262]
notice-body: [20, 309, 818, 2576]
date-label: তারিখ :: [654, 196, 685, 208]
document-item: ৬. জাতীয় পরিচয়পত্রের মূলকপি।: [58, 2120, 198, 2132]
intro-paragraph: দেশের বেসরকারি শিক্ষা প্রতিষ্ঠানসমূহে শিক্ষক হতে আগ্রহী প্রার্থীদের নিবন্ধন ও প্রত্যয়নের লক্ষ্যে বেসরকারি শিক্ষক নিবন্ধন ও প্রত্যয়ন কর্তৃপক্ষ (NTRCA) কর্তৃক আয়োজিত অষ্টাদশ শিক্ষক নিবন্ধন পরীক্ষা ২০২৩-তে অংশগ্রহণ ইচ্ছুক প্রার্থীদের নিকট হতে আবেদনপত্র আহবান করা যাচ্ছে।: [20, 312, 818, 340]
list-item: খ. নিবন্ধন পরীক্ষায় অংশগ্রহণ ইচ্ছুক প্রার্থীগণকে এ বিজ্ঞপ্তির ৪নং অনুচ্ছেদে উল্লেখিত পদ্ধতিতে আবেদনপত্র অনলাইনে পূরণপূর্বক দাখিল করতে হবে।: [58, 400, 646, 411]
